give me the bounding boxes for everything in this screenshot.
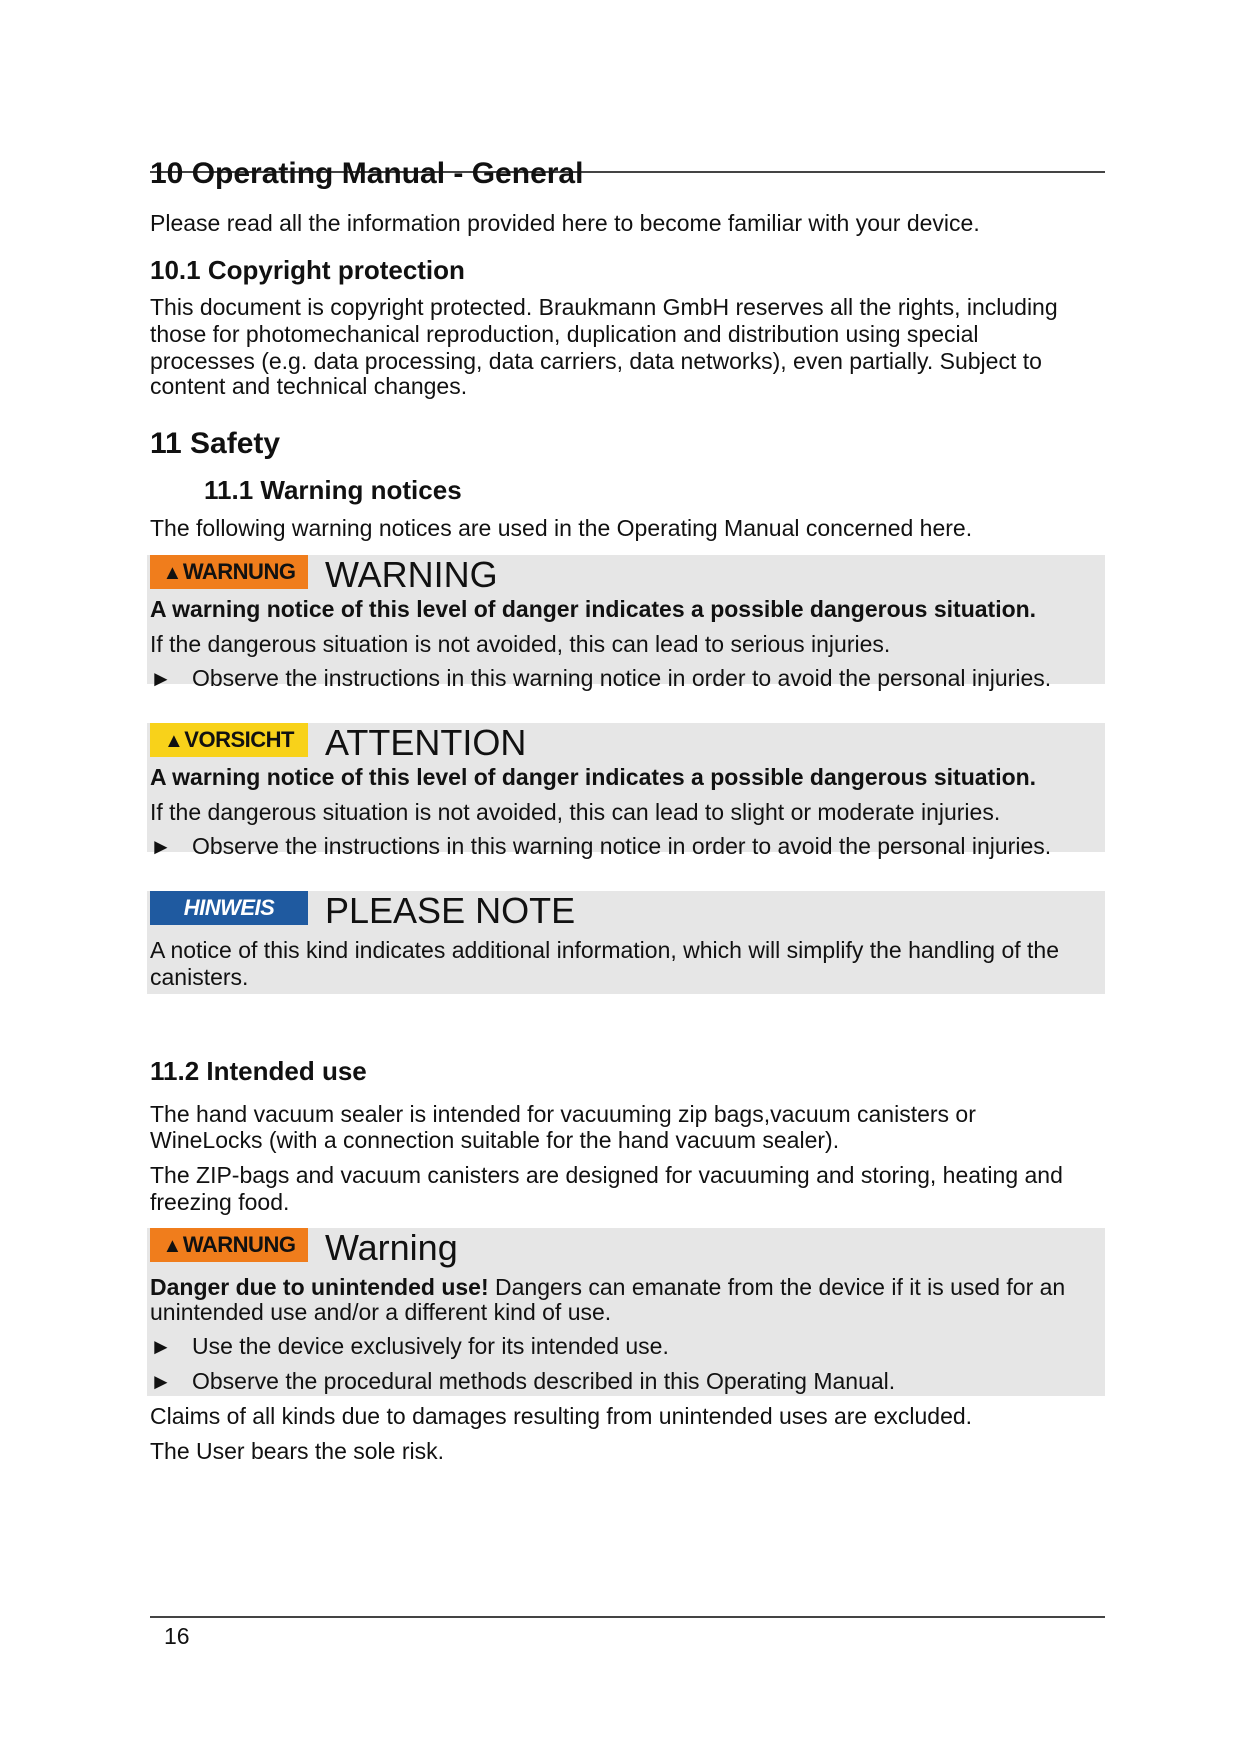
- notice-text: A notice of this kind indicates additional information, which will simplify the handling of the: [150, 937, 1059, 963]
- heading-10-operating-manual: 10 Operating Manual - General: [150, 157, 584, 190]
- vorsicht-badge: ▲VORSICHT: [150, 723, 308, 757]
- intended-use-warning-box: [147, 1228, 1105, 1396]
- notice-text: canisters.: [150, 964, 249, 990]
- warning-notice-box: [147, 554, 1105, 691]
- arrow-bullet-icon: ►: [150, 666, 172, 691]
- warning-triangle-icon: ▲: [164, 730, 184, 752]
- warnung-badge: ▲WARNUNG: [150, 555, 308, 589]
- hinweis-badge: HINWEIS: [150, 891, 308, 925]
- copyright-line: This document is copyright protected. Braukmann GmbH reserves all the rights, including: [150, 294, 1058, 320]
- intro-paragraph: Please read all the information provided here to become familiar with your device.: [150, 210, 980, 236]
- heading-10-1-copyright: 10.1 Copyright protection: [150, 255, 465, 285]
- copyright-line: content and technical changes.: [150, 373, 468, 399]
- notice-bold-text: Danger due to unintended use!: [150, 1274, 489, 1300]
- notice-title: ATTENTION: [325, 722, 527, 763]
- notice-title: Warning: [325, 1227, 458, 1268]
- attention-notice-box: [147, 722, 1105, 859]
- copyright-line: processes (e.g. data processing, data carriers, data networks), even partially. Subject to: [150, 348, 1042, 374]
- notice-bold-text: A warning notice of this level of danger indicates a possible dangerous situation.: [150, 764, 1037, 790]
- notice-text: If the dangerous situation is not avoided, this can lead to serious injuries.: [150, 631, 891, 657]
- arrow-bullet-icon: ►: [150, 1334, 172, 1359]
- copyright-line: those for photomechanical reproduction, duplication and distribution using special: [150, 321, 979, 347]
- intended-use-line: WineLocks (with a connection suitable for the hand vacuum sealer).: [150, 1127, 840, 1153]
- notice-bullet-text: Observe the instructions in this warning notice in order to avoid the personal injuries.: [192, 833, 1052, 859]
- arrow-bullet-icon: ►: [150, 834, 172, 859]
- heading-11-2-intended-use: 11.2 Intended use: [150, 1056, 367, 1086]
- warning-notices-intro: The following warning notices are used in the Operating Manual concerned here.: [150, 515, 973, 541]
- heading-11-safety: 11 Safety: [150, 427, 281, 460]
- warnung-badge: ▲WARNUNG: [150, 1228, 308, 1262]
- notice-bullet-text: Use the device exclusively for its intended use.: [192, 1333, 669, 1359]
- intended-use-line: The hand vacuum sealer is intended for vacuuming zip bags,vacuum canisters or: [150, 1101, 976, 1127]
- footer-rule: [150, 1616, 1105, 1618]
- arrow-bullet-icon: ►: [150, 1369, 172, 1394]
- intended-use-line: The ZIP-bags and vacuum canisters are designed for vacuuming and storing, heating and: [150, 1162, 1063, 1188]
- please-note-box: [147, 891, 1105, 994]
- notice-text: [150, 1274, 1100, 1301]
- document-page: [150, 0, 1105, 1754]
- heading-11-1-warning-notices: 11.1 Warning notices: [204, 475, 462, 505]
- notice-text: unintended use and/or a different kind of use.: [150, 1299, 612, 1325]
- closing-text: Claims of all kinds due to damages resulting from unintended uses are excluded.: [150, 1403, 973, 1429]
- notice-title: PLEASE NOTE: [325, 890, 576, 931]
- notice-text-after-bold: Dangers can emanate from the device if it is used for an: [488, 1274, 1066, 1300]
- notice-text: If the dangerous situation is not avoided, this can lead to slight or moderate injuries.: [150, 799, 1001, 825]
- warning-triangle-icon: ▲: [162, 1235, 182, 1257]
- warning-triangle-icon: ▲: [162, 562, 182, 584]
- notice-bold-text: A warning notice of this level of danger indicates a possible dangerous situation.: [150, 596, 1037, 622]
- intended-use-line: freezing food.: [150, 1189, 290, 1215]
- closing-text: The User bears the sole risk.: [150, 1438, 445, 1464]
- notice-title: WARNING: [325, 554, 498, 595]
- notice-bullet-text: Observe the instructions in this warning notice in order to avoid the personal injuries.: [192, 665, 1052, 691]
- page-number: 16: [164, 1623, 190, 1649]
- notice-bullet-text: Observe the procedural methods described in this Operating Manual.: [192, 1368, 896, 1394]
